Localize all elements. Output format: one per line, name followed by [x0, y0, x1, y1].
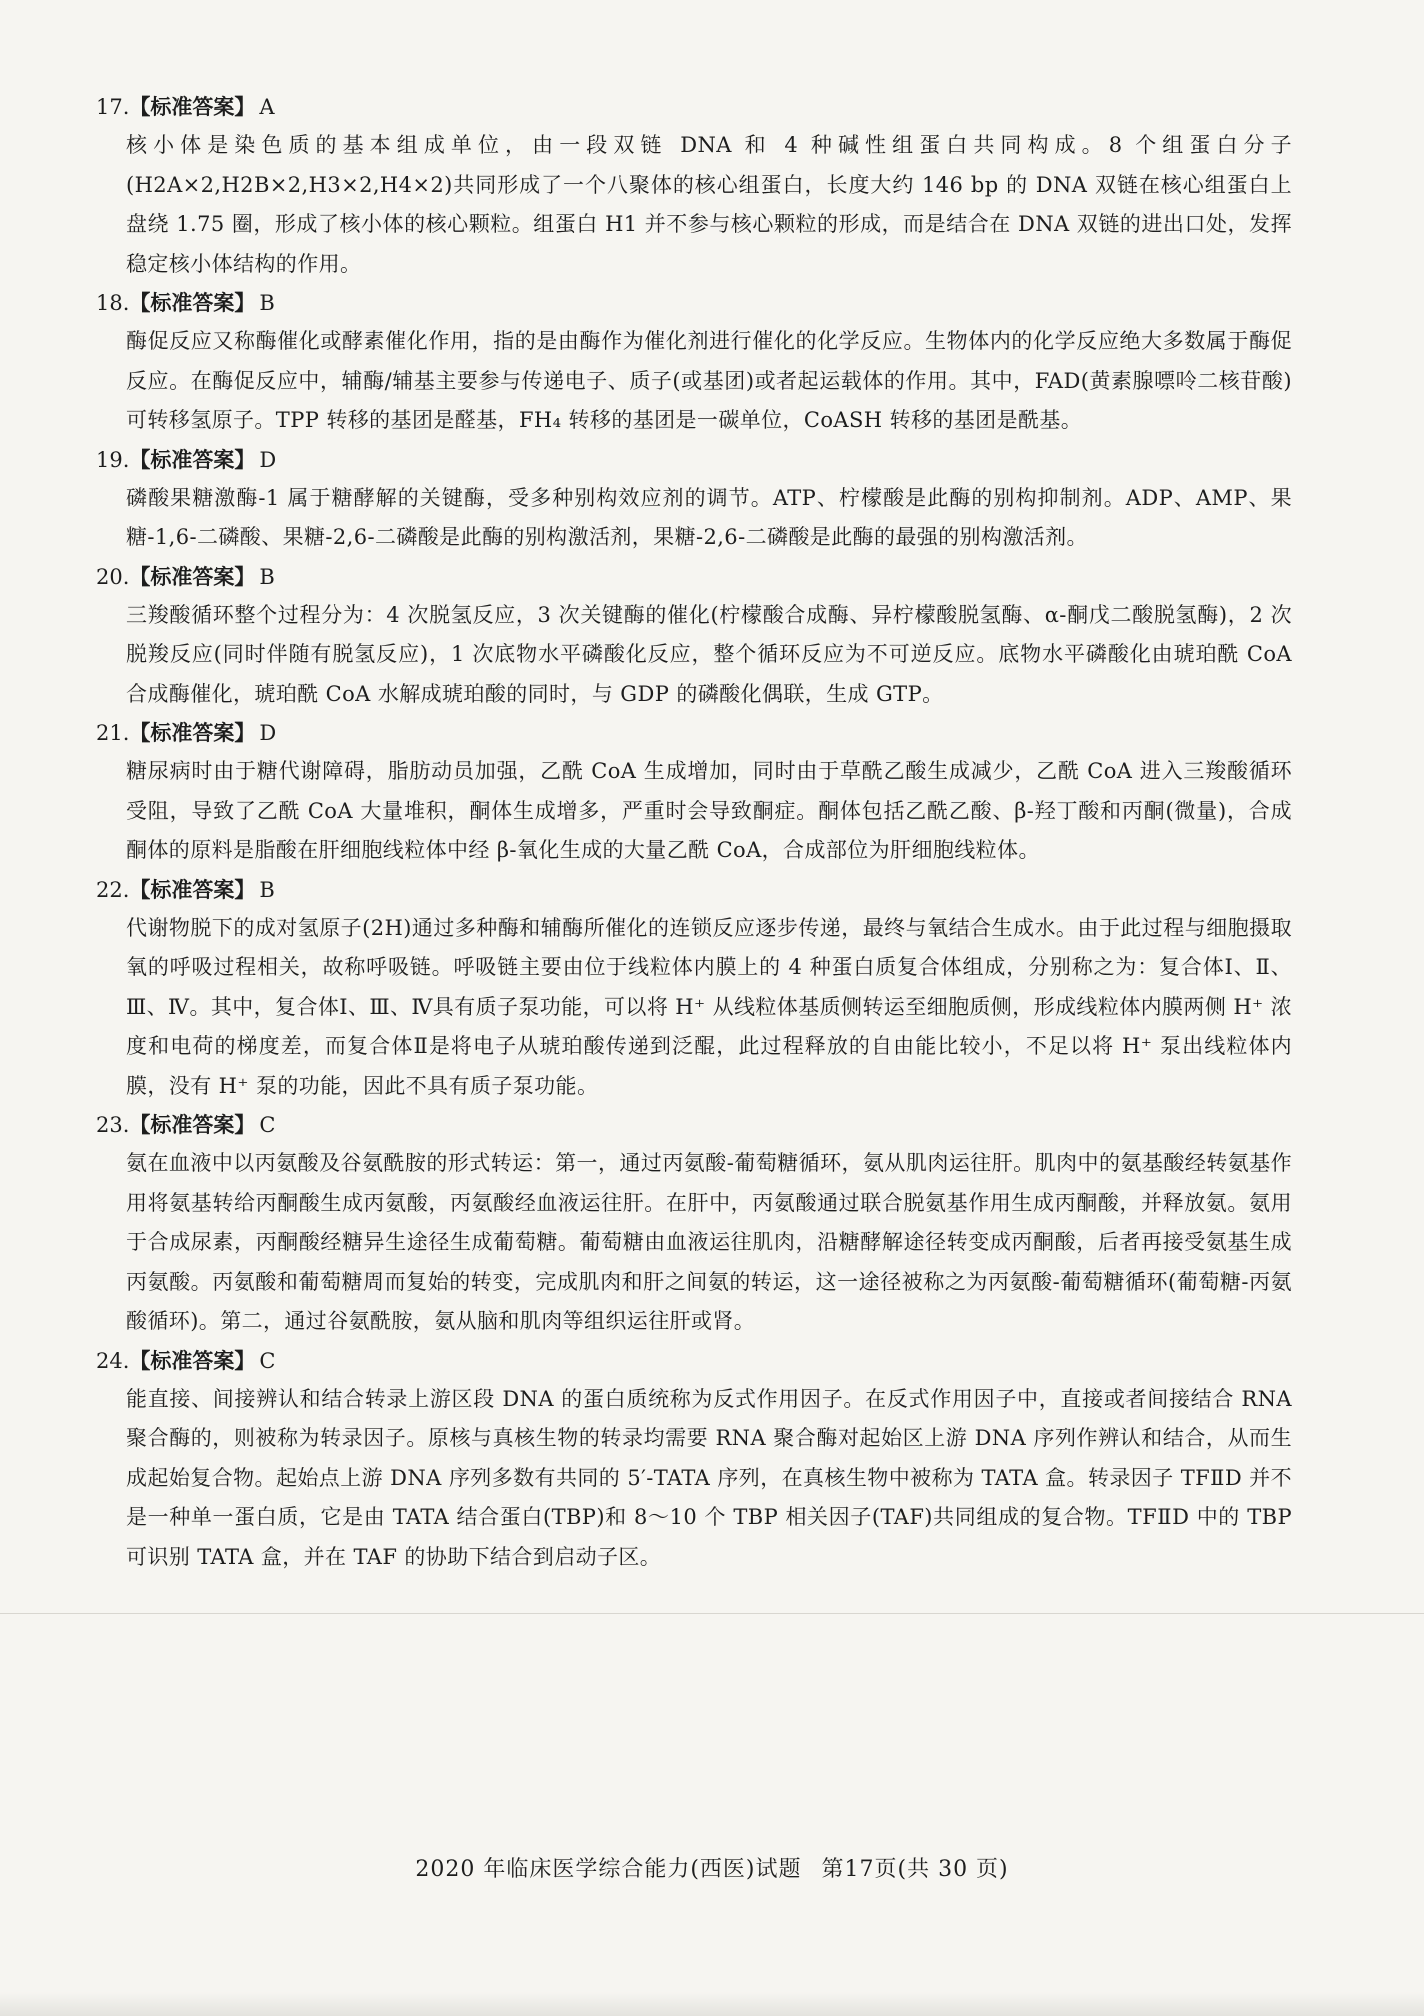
explanation-text: 糖尿病时由于糖代谢障碍，脂肪动员加强，乙酰 CoA 生成增加，同时由于草酰乙酸生成减少，乙酰 CoA 进入三羧酸循环受阻，导致了乙酰 CoA 大量堆积，酮体生成增多，严重时会导致酮症。酮体包括乙酰乙酸、β-羟丁酸和丙酮(微量)，合成酮体的原料是脂酸在肝细胞线粒体中经 β-氧化生成的大量乙酰 CoA，合成部位为肝细胞线粒体。 — [126, 759, 1292, 862]
question-header — [96, 284, 1292, 322]
question-header — [96, 441, 1292, 479]
answer-label: 【标准答案】 — [129, 1348, 256, 1373]
question-header — [96, 714, 1292, 752]
question-number: 22. — [96, 877, 130, 902]
explanation-text: 氨在血液中以丙氨酸及谷氨酰胺的形式转运：第一，通过丙氨酸-葡萄糖循环，氨从肌肉运往肝。肌肉中的氨基酸经转氨基作用将氨基转给丙酮酸生成丙氨酸，丙氨酸经血液运往肝。在肝中，丙氨酸通过联合脱氨基作用生成丙酮酸，并释放氨。氨用于合成尿素，丙酮酸经糖异生途径生成葡萄糖。葡萄糖由血液运往肌肉，沿糖酵解途径转变成丙酮酸，后者再接受氨基生成丙氨酸。丙氨酸和葡萄糖周而复始的转变，完成肌肉和肝之间氨的转运，这一途径被称之为丙氨酸-葡萄糖循环(葡萄糖-丙氨酸循环)。第二，通过谷氨酰胺，氨从脑和肌肉等组织运往肝或肾。 — [126, 1151, 1292, 1333]
question-header — [96, 88, 1292, 126]
question-number: 20. — [96, 564, 130, 589]
answer-letter: A — [259, 95, 275, 119]
answer-page — [96, 88, 1292, 1577]
explanation-text: 酶促反应又称酶催化或酵素催化作用，指的是由酶作为催化剂进行催化的化学反应。生物体内的化学反应绝大多数属于酶促反应。在酶促反应中，辅酶/辅基主要参与传递电子、质子(或基团)或者起运载体的作用。其中，FAD(黄素腺嘌呤二核苷酸)可转移氢原子。TPP 转移的基团是醛基，FH₄ 转移的基团是一碳单位，CoASH 转移的基团是酰基。 — [126, 329, 1292, 432]
page-number: 第17页(共 30 页) — [821, 1857, 1009, 1882]
answer-letter: C — [259, 1348, 276, 1373]
question-number: 17. — [96, 95, 130, 119]
scan-edge — [0, 1992, 1424, 2016]
question-number: 18. — [96, 291, 130, 315]
explanation-text: 磷酸果糖激酶-1 属于糖酵解的关键酶，受多种别构效应剂的调节。ATP、柠檬酸是此酶的别构抑制剂。ADP、AMP、果糖-1,6-二磷酸、果糖-2,6-二磷酸是此酶的别构激活剂，果糖-2,6-二磷酸是此酶的最强的别构激活剂。 — [126, 485, 1292, 549]
answer-letter: D — [259, 721, 277, 745]
question-header — [96, 1342, 1292, 1380]
answer-label: 【标准答案】 — [129, 721, 256, 745]
scan-fold-line — [0, 1613, 1424, 1614]
question-19 — [96, 441, 1292, 558]
answer-label: 【标准答案】 — [129, 447, 256, 472]
answer-label: 【标准答案】 — [129, 291, 256, 315]
answer-label: 【标准答案】 — [129, 877, 256, 902]
explanation-text: 代谢物脱下的成对氢原子(2H)通过多种酶和辅酶所催化的连锁反应逐步传递，最终与氧结合生成水。由于此过程与细胞摄取氧的呼吸过程相关，故称呼吸链。呼吸链主要由位于线粒体内膜上的 4 种蛋白质复合体组成，分别称之为：复合体Ⅰ、Ⅱ、Ⅲ、Ⅳ。其中，复合体Ⅰ、Ⅲ、Ⅳ具有质子泵功能，可以将 H⁺ 从线粒体基质侧转运至细胞质侧，形成线粒体内膜两侧 H⁺ 浓度和电荷的梯度差，而复合体Ⅱ是将电子从琥珀酸传递到泛醌，此过程释放的自由能比较小，不足以将 H⁺ 泵出线粒体内膜，没有 H⁺ 泵的功能，因此不具有质子泵功能。 — [126, 915, 1292, 1098]
question-header — [96, 871, 1292, 909]
question-number: 24. — [96, 1348, 130, 1373]
question-23 — [96, 1106, 1292, 1342]
question-24 — [96, 1342, 1292, 1578]
question-number: 23. — [96, 1113, 130, 1137]
exam-title: 2020 年临床医学综合能力(西医)试题 — [415, 1857, 802, 1882]
explanation-text: 能直接、间接辨认和结合转录上游区段 DNA 的蛋白质统称为反式作用因子。在反式作用因子中，直接或者间接结合 RNA 聚合酶的，则被称为转录因子。原核与真核生物的转录均需要 RNA 聚合酶对起始区上游 DNA 序列作辨认和结合，从而生成起始复合物。起始点上游 DNA 序列多数有共同的 5′-TATA 序列，在真核生物中被称为 TATA 盒。转录因子 TFⅡD 并不是一种单一蛋白质，它是由 TATA 结合蛋白(TBP)和 8～10 个 TBP 相关因子(TAF)共同组成的复合物。TFⅡD 中的 TBP 可识别 TATA 盒，并在 TAF 的协助下结合到启动子区。 — [126, 1386, 1292, 1569]
question-21 — [96, 714, 1292, 871]
explanation-text: 三羧酸循环整个过程分为：4 次脱氢反应，3 次关键酶的催化(柠檬酸合成酶、异柠檬酸脱氢酶、α-酮戊二酸脱氢酶)，2 次脱羧反应(同时伴随有脱氢反应)，1 次底物水平磷酸化反应，整个循环反应为不可逆反应。底物水平磷酸化由琥珀酰 CoA 合成酶催化，琥珀酰 CoA 水解成琥珀酸的同时，与 GDP 的磷酸化偶联，生成 GTP。 — [126, 602, 1292, 706]
question-header — [96, 558, 1292, 596]
question-header — [96, 1106, 1292, 1144]
page-footer — [0, 1852, 1424, 1883]
answer-letter: B — [259, 564, 275, 589]
question-17 — [96, 88, 1292, 284]
answer-label: 【标准答案】 — [129, 1113, 256, 1137]
question-20 — [96, 558, 1292, 715]
answer-letter: D — [259, 447, 277, 472]
answer-letter: B — [259, 291, 275, 315]
explanation-text: 核小体是染色质的基本组成单位，由一段双链 DNA 和 4 种碱性组蛋白共同构成。8 个组蛋白分子(H2A×2,H2B×2,H3×2,H4×2)共同形成了一个八聚体的核心组蛋白，长度大约 146 bp 的 DNA 双链在核心组蛋白上盘绕 1.75 圈，形成了核小体的核心颗粒。组蛋白 H1 并不参与核心颗粒的形成，而是结合在 DNA 双链的进出口处，发挥稳定核小体结构的作用。 — [126, 133, 1292, 276]
answer-label: 【标准答案】 — [129, 95, 256, 119]
answer-label: 【标准答案】 — [129, 564, 256, 589]
answer-letter: C — [259, 1113, 276, 1137]
question-number: 19. — [96, 447, 130, 472]
answer-letter: B — [259, 877, 275, 902]
question-number: 21. — [96, 721, 130, 745]
question-18 — [96, 284, 1292, 441]
question-22 — [96, 871, 1292, 1107]
